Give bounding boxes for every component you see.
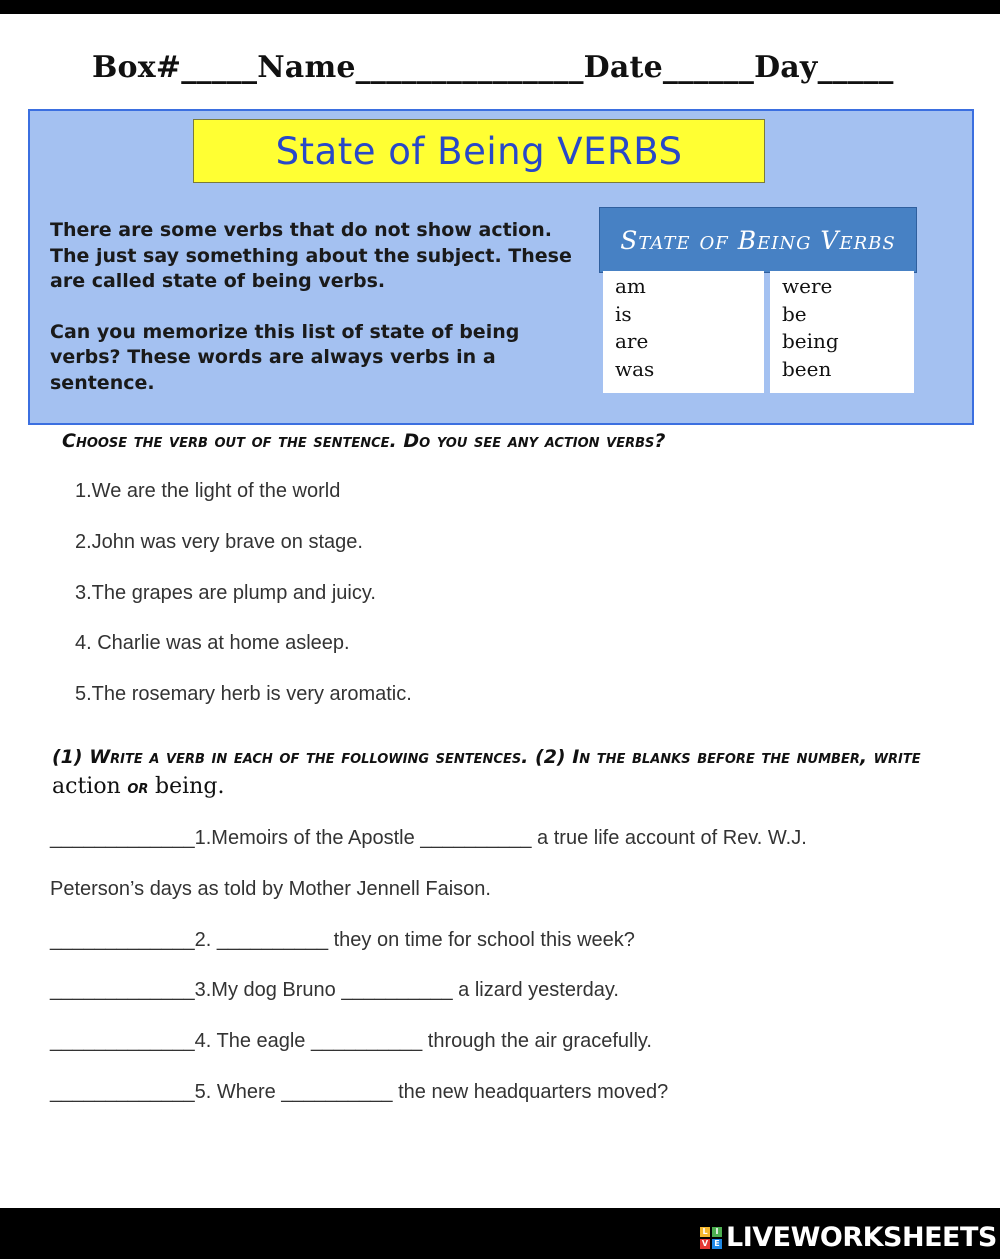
- verb-cell: are: [615, 329, 649, 353]
- fill-in-item[interactable]: _____________5. Where __________ the new headquarters moved?: [50, 1080, 669, 1103]
- section2-instruction-text: (1) Write a verb in each of the following sentences. (2) In the blanks before the number, write: [52, 746, 921, 768]
- section2-list: [50, 827, 950, 1132]
- logo-letter: V: [701, 1238, 709, 1248]
- verb-cell: being: [782, 329, 839, 353]
- verbs-column-2: [770, 271, 914, 393]
- fill-in-item-continuation: Peterson’s days as told by Mother Jennell Faison.: [50, 877, 491, 900]
- intro-paragraph-2: Can you memorize this list of state of being verbs? These words are always verbs in a sentence.: [50, 320, 520, 394]
- intro-paragraph-1: There are some verbs that do not show action. The just say something about the subject. These are called state of being verbs.: [50, 219, 572, 292]
- verb-cell: am: [615, 274, 646, 298]
- verb-cell: was: [615, 356, 655, 381]
- section1-list: [75, 480, 412, 734]
- top-bar: [0, 0, 1000, 14]
- verb-cell: been: [782, 356, 832, 381]
- liveworksheets-logo[interactable]: [700, 1222, 997, 1253]
- verbs-table-title: State of Being Verbs: [620, 225, 896, 255]
- word-action: action: [52, 774, 121, 799]
- list-item[interactable]: 4. Charlie was at home asleep.: [75, 632, 350, 655]
- logo-letter: E: [712, 1239, 722, 1249]
- intro-text: [50, 218, 590, 396]
- fill-in-item[interactable]: _____________1.Memoirs of the Apostle __________ a true life account of Rev. W.J.: [50, 827, 807, 849]
- fill-in-item[interactable]: _____________3.My dog Bruno __________ a lizard yesterday.: [50, 979, 619, 1002]
- verb-cell: were: [782, 274, 833, 298]
- fill-in-item[interactable]: _____________4. The eagle __________ through the air gracefully.: [50, 1030, 652, 1053]
- section1-instruction: Choose the verb out of the sentence. Do you see any action verbs?: [62, 430, 666, 452]
- page-title: State of Being VERBS: [275, 129, 683, 173]
- verbs-table-heading: [599, 207, 917, 273]
- list-item[interactable]: 3.The grapes are plump and juicy.: [75, 581, 376, 604]
- logo-letter: L: [700, 1227, 710, 1237]
- logo-letter: I: [712, 1227, 722, 1237]
- word-being: being.: [155, 774, 225, 799]
- word-or: or: [127, 776, 149, 798]
- worksheet-header: Box#_____Name_______________Date______Day_____: [92, 50, 894, 85]
- list-item[interactable]: 2.John was very brave on stage.: [75, 530, 363, 553]
- title-banner: [193, 119, 765, 183]
- section2-instruction: [52, 742, 952, 802]
- verb-cell: is: [615, 301, 632, 326]
- logo-text: LIVEWORKSHEETS: [726, 1222, 997, 1253]
- logo-icon: [700, 1227, 722, 1249]
- verb-cell: be: [782, 301, 807, 326]
- list-item[interactable]: 5.The rosemary herb is very aromatic.: [75, 683, 412, 706]
- verbs-column-1: [603, 271, 764, 393]
- list-item[interactable]: 1.We are the light of the world: [75, 480, 341, 502]
- fill-in-item[interactable]: _____________2. __________ they on time for school this week?: [50, 928, 635, 951]
